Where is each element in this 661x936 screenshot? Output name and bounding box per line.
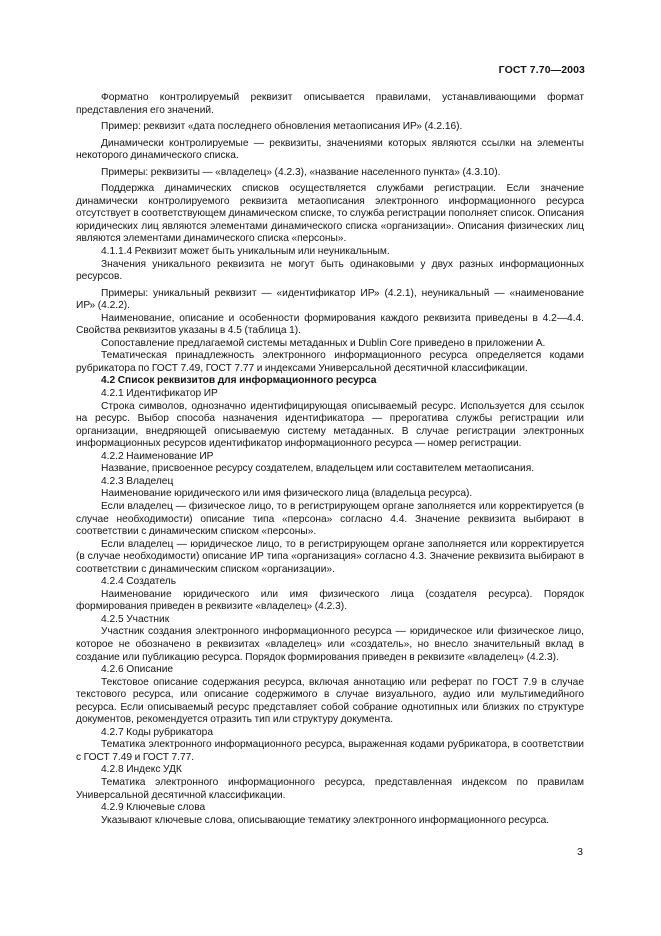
paragraph: Поддержка динамических списков осуществляется службами регистрации. Если значение динамически контролируемого реквизита метаописания электронного информационного ресурса отсутствует в соответствующем динамическом списке, то служба регистрации пополняет список. Описания юридических лиц являются элементами динамического списка «организации». Описания физических лиц являются элементами динамического списка «персоны». (76, 183, 584, 245)
paragraph: Тематика электронного информационного ресурса, представленная индексом по правилам Универсальной десятичной классификации. (76, 776, 584, 801)
paragraph: Название, присвоенное ресурсу создателем, владельцем или составителем метаописания. (101, 463, 535, 475)
subsection-heading: 4.2.4 Создатель (101, 576, 177, 588)
document-code-header: ГОСТ 7.70—2003 (498, 64, 585, 76)
paragraph: Значения уникального реквизита не могут быть одинаковыми у двух разных информационных ресурсов. (76, 258, 584, 283)
page-number: 3 (577, 846, 583, 858)
subsection-heading: 4.2.1 Идентификатор ИР (101, 388, 218, 400)
subsection-heading: 4.2.2 Наименование ИР (101, 450, 214, 462)
paragraph: Если владелец — физическое лицо, то в регистрирующем органе заполняется или корректируется (в случае необходимости) описание типа «персона» согласно 4.4. Значение реквизита выбирают в соответствии с динамическим списком «персоны». (76, 500, 584, 538)
paragraph: Текстовое описание содержания ресурса, включая аннотацию или реферат по ГОСТ 7.9 в случае текстового ресурса, или описание содержимого в случае визуального, аудио или мультимедийного ресурса. Если описываемый ресурс представляет собой собрание однотипных или близких по структуре документов, рекомендуется отразить тип или структуру документа. (76, 676, 584, 726)
paragraph: Указывают ключевые слова, описывающие тематику электронного информационного ресурса. (101, 814, 550, 826)
paragraph: Форматно контролируемый реквизит описывается правилами, устанавливающими формат представления его значений. (76, 92, 584, 116)
subsection-heading: 4.2.9 Ключевые слова (101, 802, 206, 814)
paragraph: Если владелец — юридическое лицо, то в регистрирующем органе заполняется или корректируется (в случае необходимости) описание ИР типа «организация» согласно 4.3. Значение реквизита выбирают в соответствии с динамическим списком «организации». (76, 538, 584, 575)
paragraph: Тематика электронного информационного ресурса, выраженная кодами рубрикатора, в соответствии с ГОСТ 7.49 и ГОСТ 7.77. (76, 739, 584, 763)
document-body (76, 92, 584, 827)
section-heading: 4.2 Список реквизитов для информационного ресурса (101, 375, 377, 387)
paragraph: Участник создания электронного информационного ресурса — юридическое или физическое лицо, которое не обозначено в реквизитах «владелец» или «создатель», но внесло значительный вклад в создание или публикацию ресурса. Порядок формирования приведен в реквизите «владелец» (4.2.3). (76, 626, 584, 663)
example-paragraph: Примеры: реквизиты — «владелец» (4.2.3), «название населенного пункта» (4.3.10). (101, 166, 501, 178)
example-paragraph: Примеры: уникальный реквизит — «идентификатор ИР» (4.2.1), неуникальный — «наименование ИР» (4.2.2). (76, 287, 584, 312)
subsection-heading: 4.2.6 Описание (101, 664, 174, 676)
paragraph: Наименование юридического или имя физического лица (владельца ресурса). (101, 488, 473, 500)
subsection-heading: 4.2.8 Индекс УДК (101, 764, 182, 776)
subsection-heading: 4.2.5 Участник (101, 613, 170, 625)
paragraph: Строка символов, однозначно идентифицирующая описываемый ресурс. Используется для ссылок на ресурс. Выбор способа назначения идентификатора — прерогатива службы регистрации или организации, внедряющей описываемую систему метаданных. В случае регистрации электронных информационных ресурсов идентификатор информационного ресурса — номер регистрации. (76, 400, 584, 450)
paragraph: Наименование, описание и особенности формирования каждого реквизита приведены в 4.2—4.4. Свойства реквизитов указаны в 4.5 (таблица 1). (76, 312, 584, 337)
paragraph: Сопоставление предлагаемой системы метаданных и Dublin Core приведено в приложении А. (101, 337, 546, 349)
paragraph: Наименование юридического или имя физического лица (создателя ресурса). Порядок формирования приведен в реквизите «владелец» (4.2.3). (76, 588, 584, 613)
paragraph: Тематическая принадлежность электронного информационного ресурса определяется кодами рубрикатора по ГОСТ 7.49, ГОСТ 7.77 и индексами Универсальной десятичной классификации. (76, 350, 584, 374)
example-paragraph: Пример: реквизит «дата последнего обновления метаописания ИР» (4.2.16). (101, 121, 463, 133)
paragraph: Динамически контролируемые — реквизиты, значениями которых являются ссылки на элементы некоторого динамического списка. (76, 137, 584, 162)
subsection-heading: 4.2.3 Владелец (101, 475, 174, 487)
clause-paragraph: 4.1.1.4 Реквизит может быть уникальным или неуникальным. (101, 246, 390, 258)
subsection-heading: 4.2.7 Коды рубрикатора (101, 726, 213, 738)
